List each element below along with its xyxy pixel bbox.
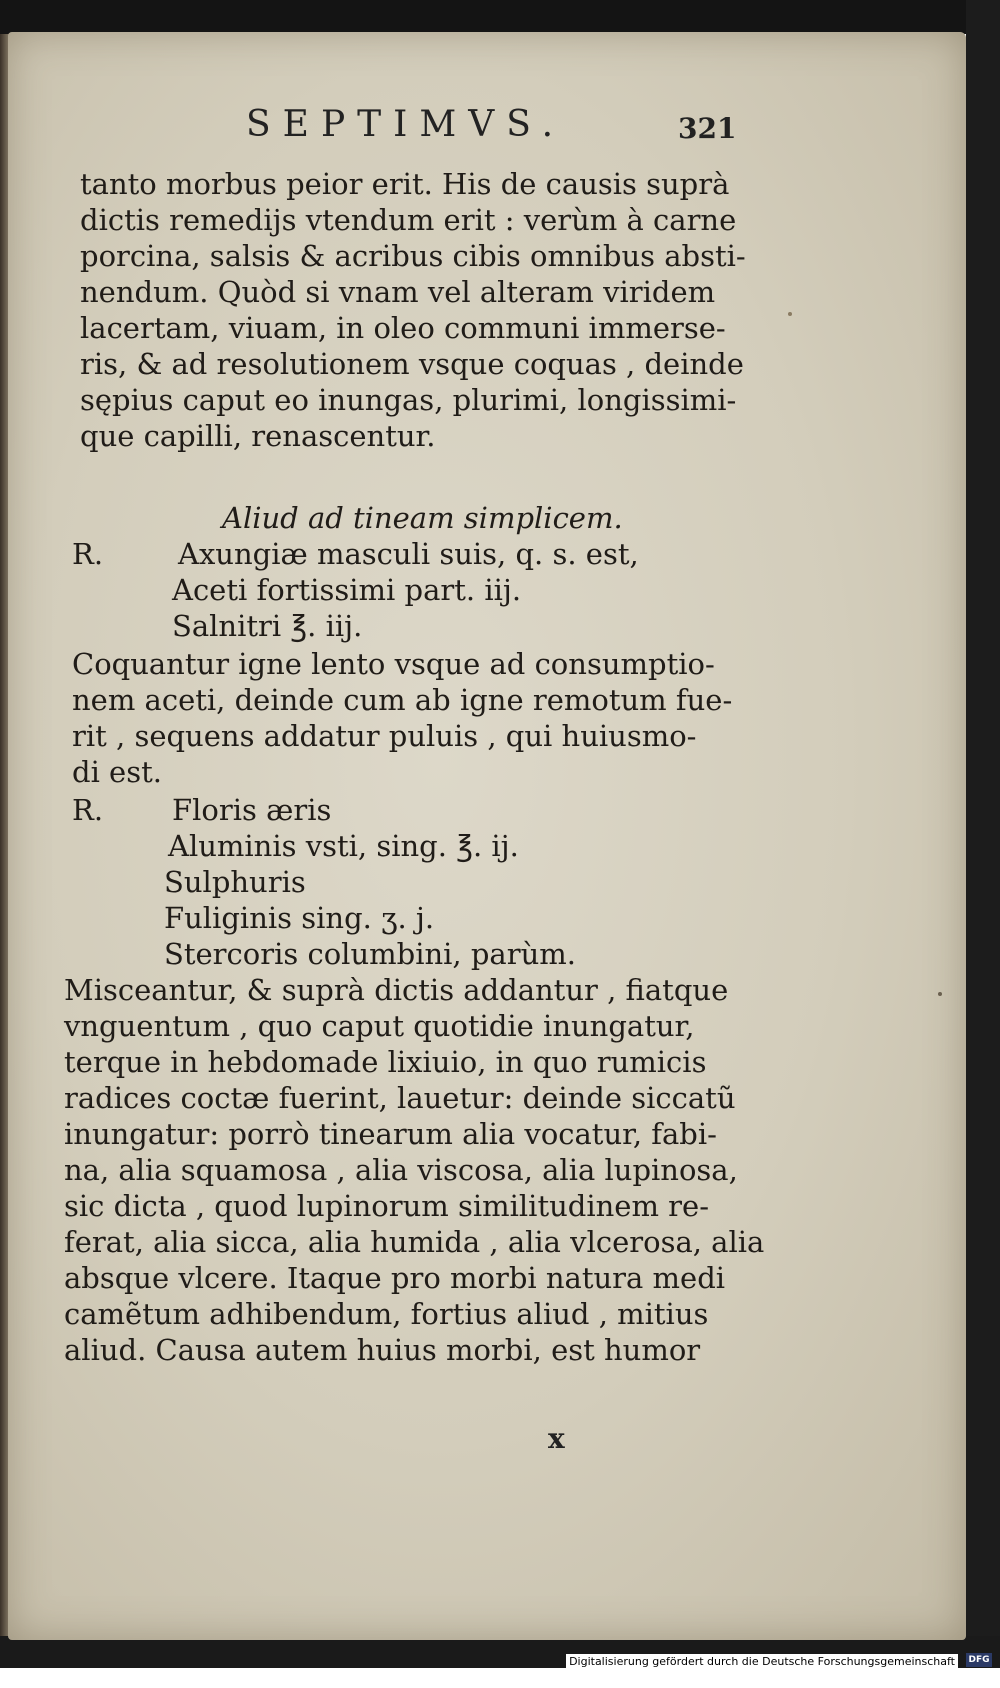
text-line: Misceantur, & suprà dictis addantur , fiatque <box>64 973 729 1007</box>
recipe-item: Sulphuris <box>164 865 306 899</box>
book-page <box>8 32 966 1640</box>
text-line: di est. <box>72 755 162 789</box>
recipe-item: Salnitri ℥. iij. <box>172 609 363 643</box>
text-line: que capilli, renascentur. <box>80 419 436 453</box>
recipe-mark: R. <box>72 537 104 571</box>
recipe-item: Fuliginis sing. ʒ. j. <box>164 901 435 935</box>
text-line: radices coctæ fuerint, lauetur: deinde siccatũ <box>64 1081 736 1115</box>
text-line: rit , sequens addatur puluis , qui huiusmo- <box>72 719 697 753</box>
digitization-credit: Digitalisierung gefördert durch die Deutsche Forschungsgemeinschaft <box>566 1654 958 1669</box>
recipe-item: Axungiæ masculi suis, q. s. est, <box>178 537 639 571</box>
recipe-item: Aluminis vsti, sing. ℥. ij. <box>168 829 519 863</box>
section-subheading: Aliud ad tineam simplicem. <box>222 501 623 535</box>
text-line: camẽtum adhibendum, fortius aliud , mitius <box>64 1297 709 1331</box>
text-line: nendum. Quòd si vnam vel alteram viridem <box>80 275 716 309</box>
text-line: vnguentum , quo caput quotidie inungatur, <box>64 1009 695 1043</box>
page-number: 321 <box>678 112 737 145</box>
text-line: ferat, alia sicca, alia humida , alia vlcerosa, alia <box>64 1225 765 1259</box>
signature-mark: x <box>548 1422 565 1455</box>
text-line: inungatur: porrò tinearum alia vocatur, fabi- <box>64 1117 717 1151</box>
text-line: na, alia squamosa , alia viscosa, alia lupinosa, <box>64 1153 738 1187</box>
recipe-item: Aceti fortissimi part. iij. <box>172 573 522 607</box>
text-line: lacertam, viuam, in oleo communi immerse- <box>80 311 726 345</box>
page-header <box>8 104 966 164</box>
recipe-item: Floris æris <box>172 793 332 827</box>
text-line: terque in hebdomade lixiuio, in quo rumicis <box>64 1045 707 1079</box>
recipe-item: Stercoris columbini, parùm. <box>164 937 576 971</box>
text-line: sępius caput eo inungas, plurimi, longissimi- <box>80 383 737 417</box>
text-line: sic dicta , quod lupinorum similitudinem re- <box>64 1189 709 1223</box>
dfg-logo-icon: DFG <box>966 1653 992 1667</box>
running-head: SEPTIMVS. <box>246 104 566 145</box>
text-line: porcina, salsis & acribus cibis omnibus absti- <box>80 239 746 273</box>
text-line: nem aceti, deinde cum ab igne remotum fue- <box>72 683 733 717</box>
paper-spot <box>938 992 942 996</box>
right-scan-border <box>966 0 1000 1668</box>
recipe-mark: R. <box>72 793 104 827</box>
text-line: ris, & ad resolutionem vsque coquas , deinde <box>80 347 744 381</box>
text-line: Coquantur igne lento vsque ad consumptio- <box>72 647 715 681</box>
top-scan-border <box>0 0 1000 34</box>
text-line: tanto morbus peior erit. His de causis suprà <box>80 167 730 201</box>
text-line: dictis remedijs vtendum erit : verùm à carne <box>80 203 737 237</box>
text-line: absque vlcere. Itaque pro morbi natura medi <box>64 1261 726 1295</box>
text-line: aliud. Causa autem huius morbi, est humor <box>64 1333 701 1367</box>
paper-spot <box>788 312 792 316</box>
